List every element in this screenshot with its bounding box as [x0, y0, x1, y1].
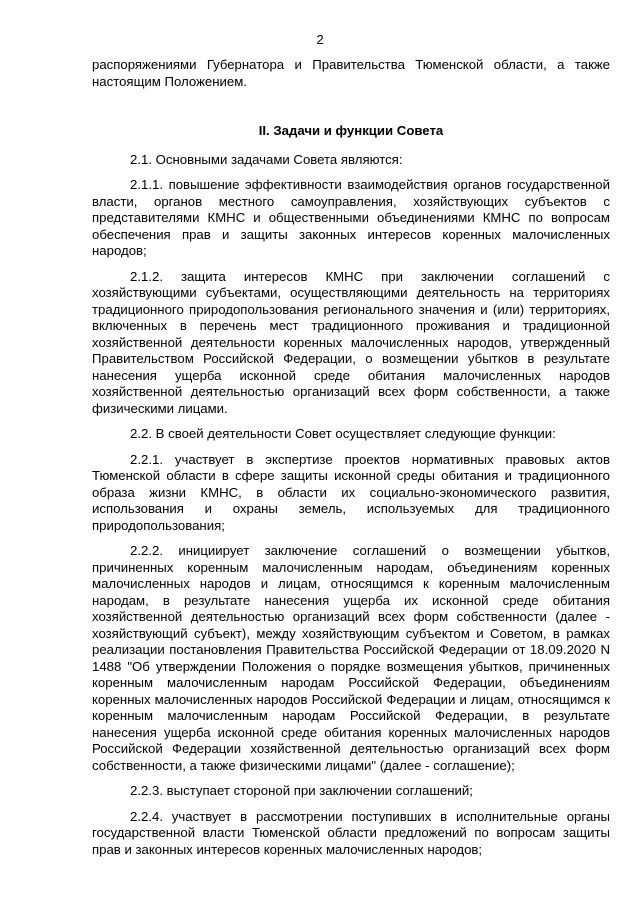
page-number: 2: [316, 32, 324, 47]
paragraph-2-2-2: 2.2.2. инициирует заключение соглашений о возмещении убытков, причиненных коренным малочисленным народам, объединениям коренных малочисленных народов и лицам, относящимся к коренным малочисленным народам, в результате нанесения ущерба их исконной среде обитания хозяйственной деятельностью организаций всех форм собственности (далее - хозяйствующий субъект), между хозяйствующим субъектом и Советом, в рамках реализации постановления Правительства Российской Федерации от 18.09.2020 N 1488 "Об утверждении Положения о порядке возмещения убытков, причиненных коренным малочисленным народам Российской Федерации, объединениям коренных малочисленных народов Российской Федерации и лицам, относящимся к коренным малочисленным народам Российской Федерации, в результате нанесения ущерба исконной среде обитания коренных малочисленных народов Российской Федерации хозяйственной деятельностью организаций всех форм собственности, а также физическими лицами" (далее - соглашение);: [92, 543, 610, 773]
paragraph-2-2-4: 2.2.4. участвует в рассмотрении поступивших в исполнительные органы государственной власти Тюменской области предложений по вопросам защиты прав и законных интересов коренных малочисленных народов;: [92, 808, 610, 857]
paragraph-2-2-1: 2.2.1. участвует в экспертизе проектов нормативных правовых актов Тюменской области в сфере защиты исконной среды обитания и традиционного образа жизни КМНС, в области их социально-экономического развития, использования и охраны земель, используемых для традиционного природопользования;: [92, 451, 610, 533]
paragraph-2-1-1: 2.1.1. повышение эффективности взаимодействия органов государственной власти, органов местного самоуправления, хозяйствующих субъектов с представителями КМНС и общественными объединениями КМНС по вопросам обеспечения прав и защиты законных интересов коренных малочисленных народов;: [92, 177, 610, 258]
section-heading: II. Задачи и функции Совета: [258, 123, 444, 138]
paragraph-2-2-3: 2.2.3. выступает стороной при заключении соглашений;: [130, 783, 473, 798]
paragraph-2-1: 2.1. Основными задачами Совета являются:: [130, 151, 403, 167]
paragraph-2-1-2: 2.1.2. защита интересов КМНС при заключении соглашений с хозяйствующими субъектами, осуществляющими деятельность на территориях традиционного природопользования регионального значения и (или) территориях, включенных в перечень мест традиционного проживания и традиционной хозяйственной деятельности коренных малочисленных народов, утвержденный Правительством Российской Федерации, о возмещении убытков в результате нанесения ущерба исконной среде обитания малочисленных народов хозяйственной деятельностью организаций всех форм собственности, а также физическими лицами.: [92, 268, 610, 416]
document-body: [92, 57, 610, 858]
paragraph-2-2: 2.2. В своей деятельности Совет осуществляет следующие функции:: [130, 426, 556, 441]
paragraph-intro: распоряжениями Губернатора и Правительства Тюменской области, а также настоящим Положением.: [92, 57, 610, 89]
